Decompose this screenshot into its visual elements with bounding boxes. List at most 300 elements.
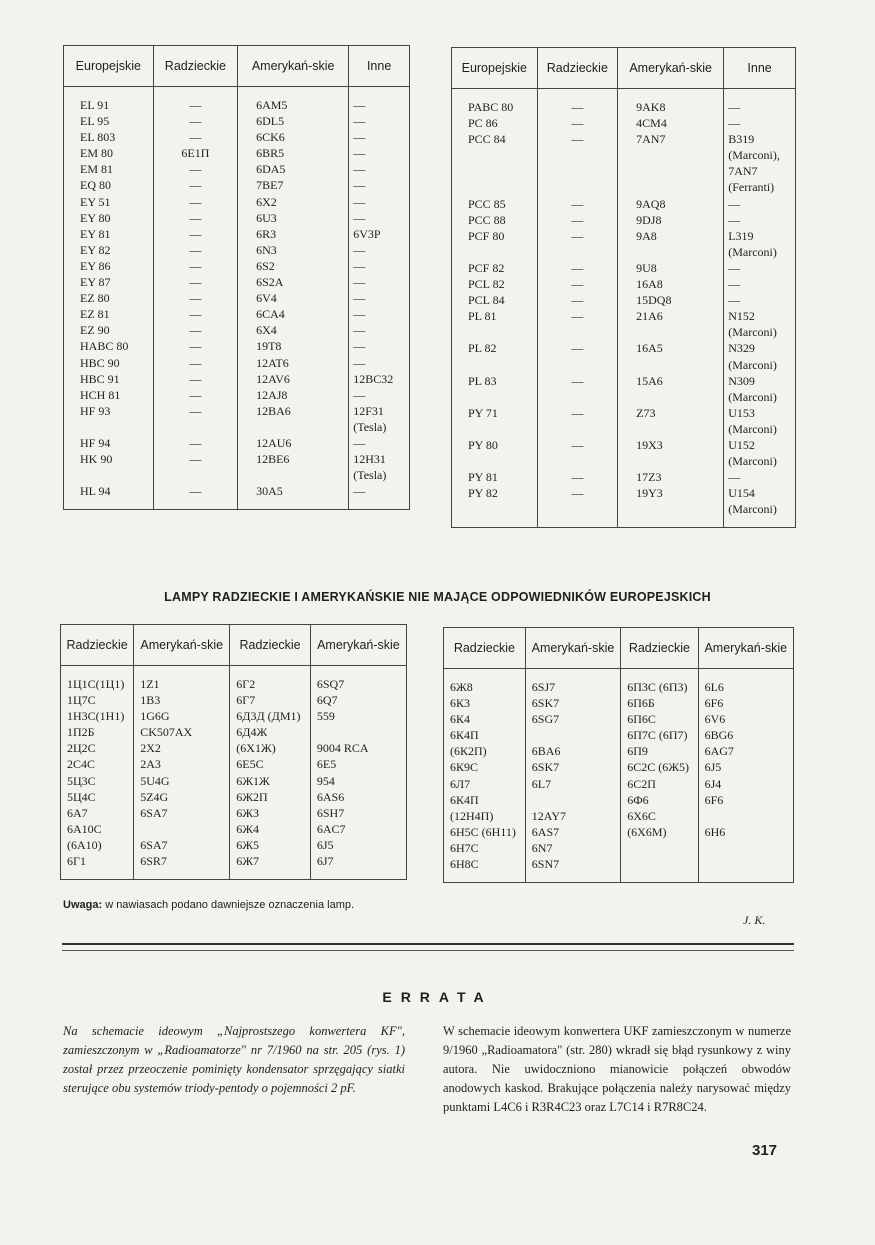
table-european-equivalents-right xyxy=(451,47,796,528)
table-row xyxy=(64,419,410,435)
table-cell xyxy=(525,792,620,808)
table-row xyxy=(64,97,410,113)
table-cell: 6Г2 xyxy=(230,676,311,692)
table-cell: 6Ж1Ж xyxy=(230,773,311,789)
table-cell: — xyxy=(153,483,237,499)
table-cell: 6SR7 xyxy=(134,853,230,869)
table-cell: 6Ж5 xyxy=(230,837,311,853)
table-european-equivalents-left xyxy=(63,45,410,510)
table-cell: 6N7 xyxy=(525,840,620,856)
table-cell: — xyxy=(537,212,618,228)
table-cell: 6Ф6 xyxy=(621,792,698,808)
table-cell xyxy=(452,147,538,163)
table-cell: 2A3 xyxy=(134,756,230,772)
table-cell: — xyxy=(724,99,796,115)
table-soviet-american-left xyxy=(60,624,407,880)
table-cell: 6Ж2П xyxy=(230,789,311,805)
table-cell: PL 83 xyxy=(452,373,538,389)
table-cell: 12BE6 xyxy=(238,451,349,467)
table-cell: 19T8 xyxy=(238,338,349,354)
column-header: Europejskie xyxy=(452,48,538,89)
column-header: Amerykań-skie xyxy=(618,48,724,89)
table-cell: (Marconi) xyxy=(724,244,796,260)
table-cell: (Marconi) xyxy=(724,453,796,469)
table-row xyxy=(64,274,410,290)
table-cell: 559 xyxy=(310,708,406,724)
table-cell: 21A6 xyxy=(618,308,724,324)
table-cell: — xyxy=(153,355,237,371)
table-cell: 6С2С (6Ж5) xyxy=(621,759,698,775)
table-cell xyxy=(537,357,618,373)
table-cell: 6К4П xyxy=(444,727,526,743)
table-cell xyxy=(310,724,406,740)
column-header: Europejskie xyxy=(64,46,154,87)
table-cell: 6BA6 xyxy=(525,743,620,759)
table-cell: 6К4П xyxy=(444,792,526,808)
table-cell: — xyxy=(349,242,410,258)
table-cell xyxy=(153,419,237,435)
table-cell: — xyxy=(537,260,618,276)
table-cell: 6К3 xyxy=(444,695,526,711)
table-cell: 6X4 xyxy=(238,322,349,338)
table-cell: PABC 80 xyxy=(452,99,538,115)
table-cell: 6AG7 xyxy=(698,743,793,759)
table-cell: — xyxy=(153,306,237,322)
table-cell xyxy=(452,244,538,260)
table-row xyxy=(444,808,794,824)
table-cell xyxy=(238,467,349,483)
table-cell: — xyxy=(153,129,237,145)
table-cell: 6П9 xyxy=(621,743,698,759)
table-row xyxy=(452,131,796,147)
table-cell: N329 xyxy=(724,340,796,356)
table-cell: 6J5 xyxy=(698,759,793,775)
table-cell: — xyxy=(349,483,410,499)
table-cell: PL 81 xyxy=(452,308,538,324)
table-cell: 9A8 xyxy=(618,228,724,244)
table-cell: 6SQ7 xyxy=(310,676,406,692)
table-row xyxy=(452,469,796,485)
table-cell: 6Н5С (6Н11) xyxy=(444,824,526,840)
table-cell: EZ 81 xyxy=(64,306,154,322)
table-cell: 2С4С xyxy=(61,756,134,772)
table-cell: 6F6 xyxy=(698,792,793,808)
table-row xyxy=(61,853,407,869)
errata-left-paragraph: Na schemacie ideowym „Najprostszego konwertera KF", zamieszczonym w „Radioamatorze" nr 7/1960 na str. 205 (rys. 1) został przez przeoczenie pominięty kondensator sprzęgający siatki sterujące obu systemów triody-pentody o pojemności 2 pF. xyxy=(63,1024,405,1095)
table-row xyxy=(64,145,410,161)
table-cell: EM 81 xyxy=(64,161,154,177)
table-cell: — xyxy=(349,338,410,354)
note-text: w nawiasach podano dawniejsze oznaczenia lamp. xyxy=(105,899,355,911)
table-cell: 6Г1 xyxy=(61,853,134,869)
table-cell: EQ 80 xyxy=(64,177,154,193)
table-cell: (6Х6М) xyxy=(621,824,698,840)
table-cell: PCL 82 xyxy=(452,276,538,292)
table-row xyxy=(452,389,796,405)
table-cell: 1П2Б xyxy=(61,724,134,740)
table-cell: — xyxy=(349,435,410,451)
table-cell: — xyxy=(153,274,237,290)
table-cell: EL 95 xyxy=(64,113,154,129)
table-row xyxy=(452,179,796,195)
table-cell: EY 51 xyxy=(64,194,154,210)
table-cell: 5Ц3С xyxy=(61,773,134,789)
table-cell xyxy=(452,357,538,373)
table-cell: — xyxy=(153,97,237,113)
table-cell: — xyxy=(724,115,796,131)
table-cell: 6Ж8 xyxy=(444,679,526,695)
table-cell: 6К4 xyxy=(444,711,526,727)
table-cell: 1B3 xyxy=(134,692,230,708)
table-row xyxy=(61,708,407,724)
table-row xyxy=(452,276,796,292)
table-cell xyxy=(64,419,154,435)
table-cell: 954 xyxy=(310,773,406,789)
table-cell: 1Ц1С(1Ц1) xyxy=(61,676,134,692)
table-cell: B319 xyxy=(724,131,796,147)
table-cell: HABC 80 xyxy=(64,338,154,354)
table-cell: (6К2П) xyxy=(444,743,526,759)
table-cell xyxy=(452,179,538,195)
table-row xyxy=(64,290,410,306)
table-cell: — xyxy=(537,292,618,308)
table-row xyxy=(444,840,794,856)
table-cell: 5Z4G xyxy=(134,789,230,805)
table-cell: 6Ж7 xyxy=(230,853,311,869)
table-note xyxy=(63,899,354,911)
table-cell: — xyxy=(153,322,237,338)
table-cell xyxy=(537,163,618,179)
table-cell: 6AC7 xyxy=(310,821,406,837)
table-cell: — xyxy=(537,99,618,115)
table-row xyxy=(452,308,796,324)
table-cell: EY 86 xyxy=(64,258,154,274)
table-cell xyxy=(452,501,538,517)
table-cell: — xyxy=(349,274,410,290)
table-cell: 1G6G xyxy=(134,708,230,724)
table-cell: 6Q7 xyxy=(310,692,406,708)
table-cell: PCF 80 xyxy=(452,228,538,244)
table-cell: 6CK6 xyxy=(238,129,349,145)
table-cell xyxy=(618,421,724,437)
table-cell: HBC 90 xyxy=(64,355,154,371)
table-cell: 6J4 xyxy=(698,776,793,792)
table-row xyxy=(61,740,407,756)
table-row xyxy=(64,258,410,274)
table-cell: EY 80 xyxy=(64,210,154,226)
table-cell: 19X3 xyxy=(618,437,724,453)
table-cell: — xyxy=(537,405,618,421)
table-cell: — xyxy=(153,403,237,419)
column-header: Radzieckie xyxy=(230,625,311,666)
table-cell: — xyxy=(537,228,618,244)
table-cell: — xyxy=(724,292,796,308)
divider-thick xyxy=(62,943,794,945)
table-cell xyxy=(525,727,620,743)
table-cell: 6DL5 xyxy=(238,113,349,129)
table-cell: 7AN7 xyxy=(618,131,724,147)
table-cell: PY 82 xyxy=(452,485,538,501)
table-cell: — xyxy=(153,371,237,387)
column-header: Amerykań-skie xyxy=(134,625,230,666)
table-cell: 6Д3Д (ДМ1) xyxy=(230,708,311,724)
table-cell: 6SA7 xyxy=(134,805,230,821)
table-row xyxy=(452,357,796,373)
table-cell: 12AJ8 xyxy=(238,387,349,403)
table-cell: 6S2 xyxy=(238,258,349,274)
table-cell: — xyxy=(349,177,410,193)
table-cell: 6AM5 xyxy=(238,97,349,113)
table-row xyxy=(452,292,796,308)
table-cell: — xyxy=(349,355,410,371)
table-cell xyxy=(452,421,538,437)
table-row xyxy=(64,129,410,145)
table-cell: — xyxy=(537,469,618,485)
table-cell: 6SK7 xyxy=(525,759,620,775)
table-cell xyxy=(153,467,237,483)
table-row xyxy=(64,322,410,338)
table-row xyxy=(61,756,407,772)
table-cell: 6SA7 xyxy=(134,837,230,853)
table-cell: 6Д4Ж xyxy=(230,724,311,740)
table-cell xyxy=(618,501,724,517)
divider-thin xyxy=(62,950,794,951)
table-cell: — xyxy=(349,387,410,403)
table-cell: 6SH7 xyxy=(310,805,406,821)
table-header-row xyxy=(444,628,794,669)
table-row xyxy=(64,435,410,451)
table-cell: — xyxy=(349,258,410,274)
table-cell: 12AU6 xyxy=(238,435,349,451)
column-header: Amerykań-skie xyxy=(525,628,620,669)
table-cell: 7AN7 xyxy=(724,163,796,179)
column-header: Inne xyxy=(349,46,410,87)
table-cell: PC 86 xyxy=(452,115,538,131)
table-cell: 6BR5 xyxy=(238,145,349,161)
table-cell xyxy=(238,419,349,435)
table-cell: U153 xyxy=(724,405,796,421)
table-cell: HBC 91 xyxy=(64,371,154,387)
table-cell: 1Ц7С xyxy=(61,692,134,708)
table-cell: — xyxy=(537,115,618,131)
table-row xyxy=(64,371,410,387)
table-cell: — xyxy=(153,258,237,274)
table-cell: PY 80 xyxy=(452,437,538,453)
table-cell xyxy=(698,856,793,872)
table-cell: 12AY7 xyxy=(525,808,620,824)
table-header-row xyxy=(452,48,796,89)
table-cell: — xyxy=(349,210,410,226)
table-row xyxy=(64,451,410,467)
table-cell: 6Ж3 xyxy=(230,805,311,821)
table-cell xyxy=(452,453,538,469)
table-cell: N309 xyxy=(724,373,796,389)
table-cell: L319 xyxy=(724,228,796,244)
table-row xyxy=(452,228,796,244)
table-cell: 6F6 xyxy=(698,695,793,711)
table-cell: (Marconi) xyxy=(724,324,796,340)
table-cell: 6E5 xyxy=(310,756,406,772)
table-cell: 6П6Б xyxy=(621,695,698,711)
table-cell: 6DA5 xyxy=(238,161,349,177)
table-cell: — xyxy=(724,260,796,276)
table-cell: 12BC32 xyxy=(349,371,410,387)
table-cell: EZ 90 xyxy=(64,322,154,338)
table-cell: HL 94 xyxy=(64,483,154,499)
table-cell: 6AS7 xyxy=(525,824,620,840)
table-row xyxy=(61,773,407,789)
column-header: Radzieckie xyxy=(444,628,526,669)
table-row xyxy=(61,789,407,805)
table-cell: — xyxy=(349,306,410,322)
table-cell: — xyxy=(537,485,618,501)
table-row xyxy=(452,196,796,212)
table-cell: (Marconi) xyxy=(724,389,796,405)
table-cell: (6Х1Ж) xyxy=(230,740,311,756)
table-cell: 15DQ8 xyxy=(618,292,724,308)
table-cell: HF 93 xyxy=(64,403,154,419)
table-row xyxy=(61,837,407,853)
table-cell: 1Z1 xyxy=(134,676,230,692)
table-cell: 6U3 xyxy=(238,210,349,226)
table-cell xyxy=(64,467,154,483)
table-cell xyxy=(618,453,724,469)
table-row xyxy=(452,324,796,340)
table-cell: HK 90 xyxy=(64,451,154,467)
table-cell: 6V6 xyxy=(698,711,793,727)
table-row xyxy=(444,792,794,808)
table-cell: PCL 84 xyxy=(452,292,538,308)
table-cell: 6Г7 xyxy=(230,692,311,708)
table-row xyxy=(452,147,796,163)
table-cell xyxy=(621,840,698,856)
table-cell: EZ 80 xyxy=(64,290,154,306)
table-cell: — xyxy=(537,276,618,292)
table-row xyxy=(61,676,407,692)
table-cell: 17Z3 xyxy=(618,469,724,485)
table-cell: 5U4G xyxy=(134,773,230,789)
table-cell: 6SJ7 xyxy=(525,679,620,695)
table-row xyxy=(452,437,796,453)
errata-title: ERRATA xyxy=(382,989,493,1005)
column-header: Amerykań-skie xyxy=(238,46,349,87)
errata-right-paragraph: W schemacie ideowym konwertera UKF zamieszczonym w numerze 9/1960 „Radioamatora" (str. 280) wkradł się błąd rysunkowy z winy autora. Nie uwidoczniono mianowicie połączeń obwodów anodowych kaskod. Brakujące połączenia należy narysować między punktami L4C6 i R3R4C23 oraz L7C14 i R7R8C24. xyxy=(443,1024,791,1114)
table-cell: (Marconi) xyxy=(724,357,796,373)
table-cell: 9U8 xyxy=(618,260,724,276)
table-cell: — xyxy=(349,161,410,177)
table-header-row xyxy=(64,46,410,87)
table-cell: (6А10) xyxy=(61,837,134,853)
table-cell: — xyxy=(724,196,796,212)
table-cell: 4CM4 xyxy=(618,115,724,131)
page-number: 317 xyxy=(752,1142,778,1159)
note-label: Uwaga: xyxy=(63,899,103,911)
table-cell: — xyxy=(537,308,618,324)
table-cell xyxy=(537,421,618,437)
table-cell: — xyxy=(153,113,237,129)
section-title: LAMPY RADZIECKIE I AMERYKAŃSKIE NIE MAJĄCE ODPOWIEDNIKÓW EUROPEJSKICH xyxy=(164,590,711,604)
table-cell: 6К9С xyxy=(444,759,526,775)
table-cell: PCC 84 xyxy=(452,131,538,147)
table-cell: 6П7С (6П7) xyxy=(621,727,698,743)
table-cell: 19Y3 xyxy=(618,485,724,501)
table-cell xyxy=(618,244,724,260)
table-cell: 16A5 xyxy=(618,340,724,356)
table-row xyxy=(444,727,794,743)
table-row xyxy=(64,226,410,242)
table-cell: — xyxy=(537,196,618,212)
table-row xyxy=(452,485,796,501)
table-cell xyxy=(452,324,538,340)
table-cell xyxy=(537,244,618,260)
author-signature: J. K. xyxy=(743,913,766,927)
table-cell: 5Ц4С xyxy=(61,789,134,805)
table-row xyxy=(452,163,796,179)
table-cell: — xyxy=(537,437,618,453)
column-header: Radzieckie xyxy=(153,46,237,87)
table-cell: (Marconi) xyxy=(724,421,796,437)
table-row xyxy=(452,115,796,131)
table-cell: PCC 88 xyxy=(452,212,538,228)
table-row xyxy=(64,161,410,177)
table-row xyxy=(64,387,410,403)
table-cell: — xyxy=(537,340,618,356)
table-cell: 12F31 xyxy=(349,403,410,419)
table-row xyxy=(64,338,410,354)
table-cell xyxy=(452,163,538,179)
table-row xyxy=(64,177,410,193)
table-cell: 6E1П xyxy=(153,145,237,161)
table-cell: 6X2 xyxy=(238,194,349,210)
table-cell: — xyxy=(724,212,796,228)
table-row xyxy=(64,403,410,419)
table-row xyxy=(444,695,794,711)
table-cell: — xyxy=(153,435,237,451)
table-cell: PY 81 xyxy=(452,469,538,485)
table-cell: 6А10С xyxy=(61,821,134,837)
table-row xyxy=(64,483,410,499)
table-cell: 2X2 xyxy=(134,740,230,756)
table-cell: EL 803 xyxy=(64,129,154,145)
table-row xyxy=(452,373,796,389)
table-header-row xyxy=(61,625,407,666)
table-cell xyxy=(621,856,698,872)
table-row xyxy=(64,194,410,210)
table-cell: 12H31 xyxy=(349,451,410,467)
table-cell xyxy=(618,163,724,179)
table-cell: 6SK7 xyxy=(525,695,620,711)
table-cell: — xyxy=(153,194,237,210)
table-cell: Z73 xyxy=(618,405,724,421)
column-header: Radzieckie xyxy=(537,48,618,89)
table-row xyxy=(452,212,796,228)
table-cell: 6J5 xyxy=(310,837,406,853)
table-cell xyxy=(618,389,724,405)
table-cell xyxy=(618,357,724,373)
table-cell: 6SN7 xyxy=(525,856,620,872)
table-cell: (12Н4П) xyxy=(444,808,526,824)
table-row xyxy=(64,306,410,322)
table-row xyxy=(452,340,796,356)
table-cell: — xyxy=(153,387,237,403)
table-cell xyxy=(452,389,538,405)
table-cell: — xyxy=(153,177,237,193)
table-cell: N152 xyxy=(724,308,796,324)
table-row xyxy=(452,453,796,469)
table-row xyxy=(444,743,794,759)
column-header: Radzieckie xyxy=(621,628,698,669)
table-cell: 9DJ8 xyxy=(618,212,724,228)
